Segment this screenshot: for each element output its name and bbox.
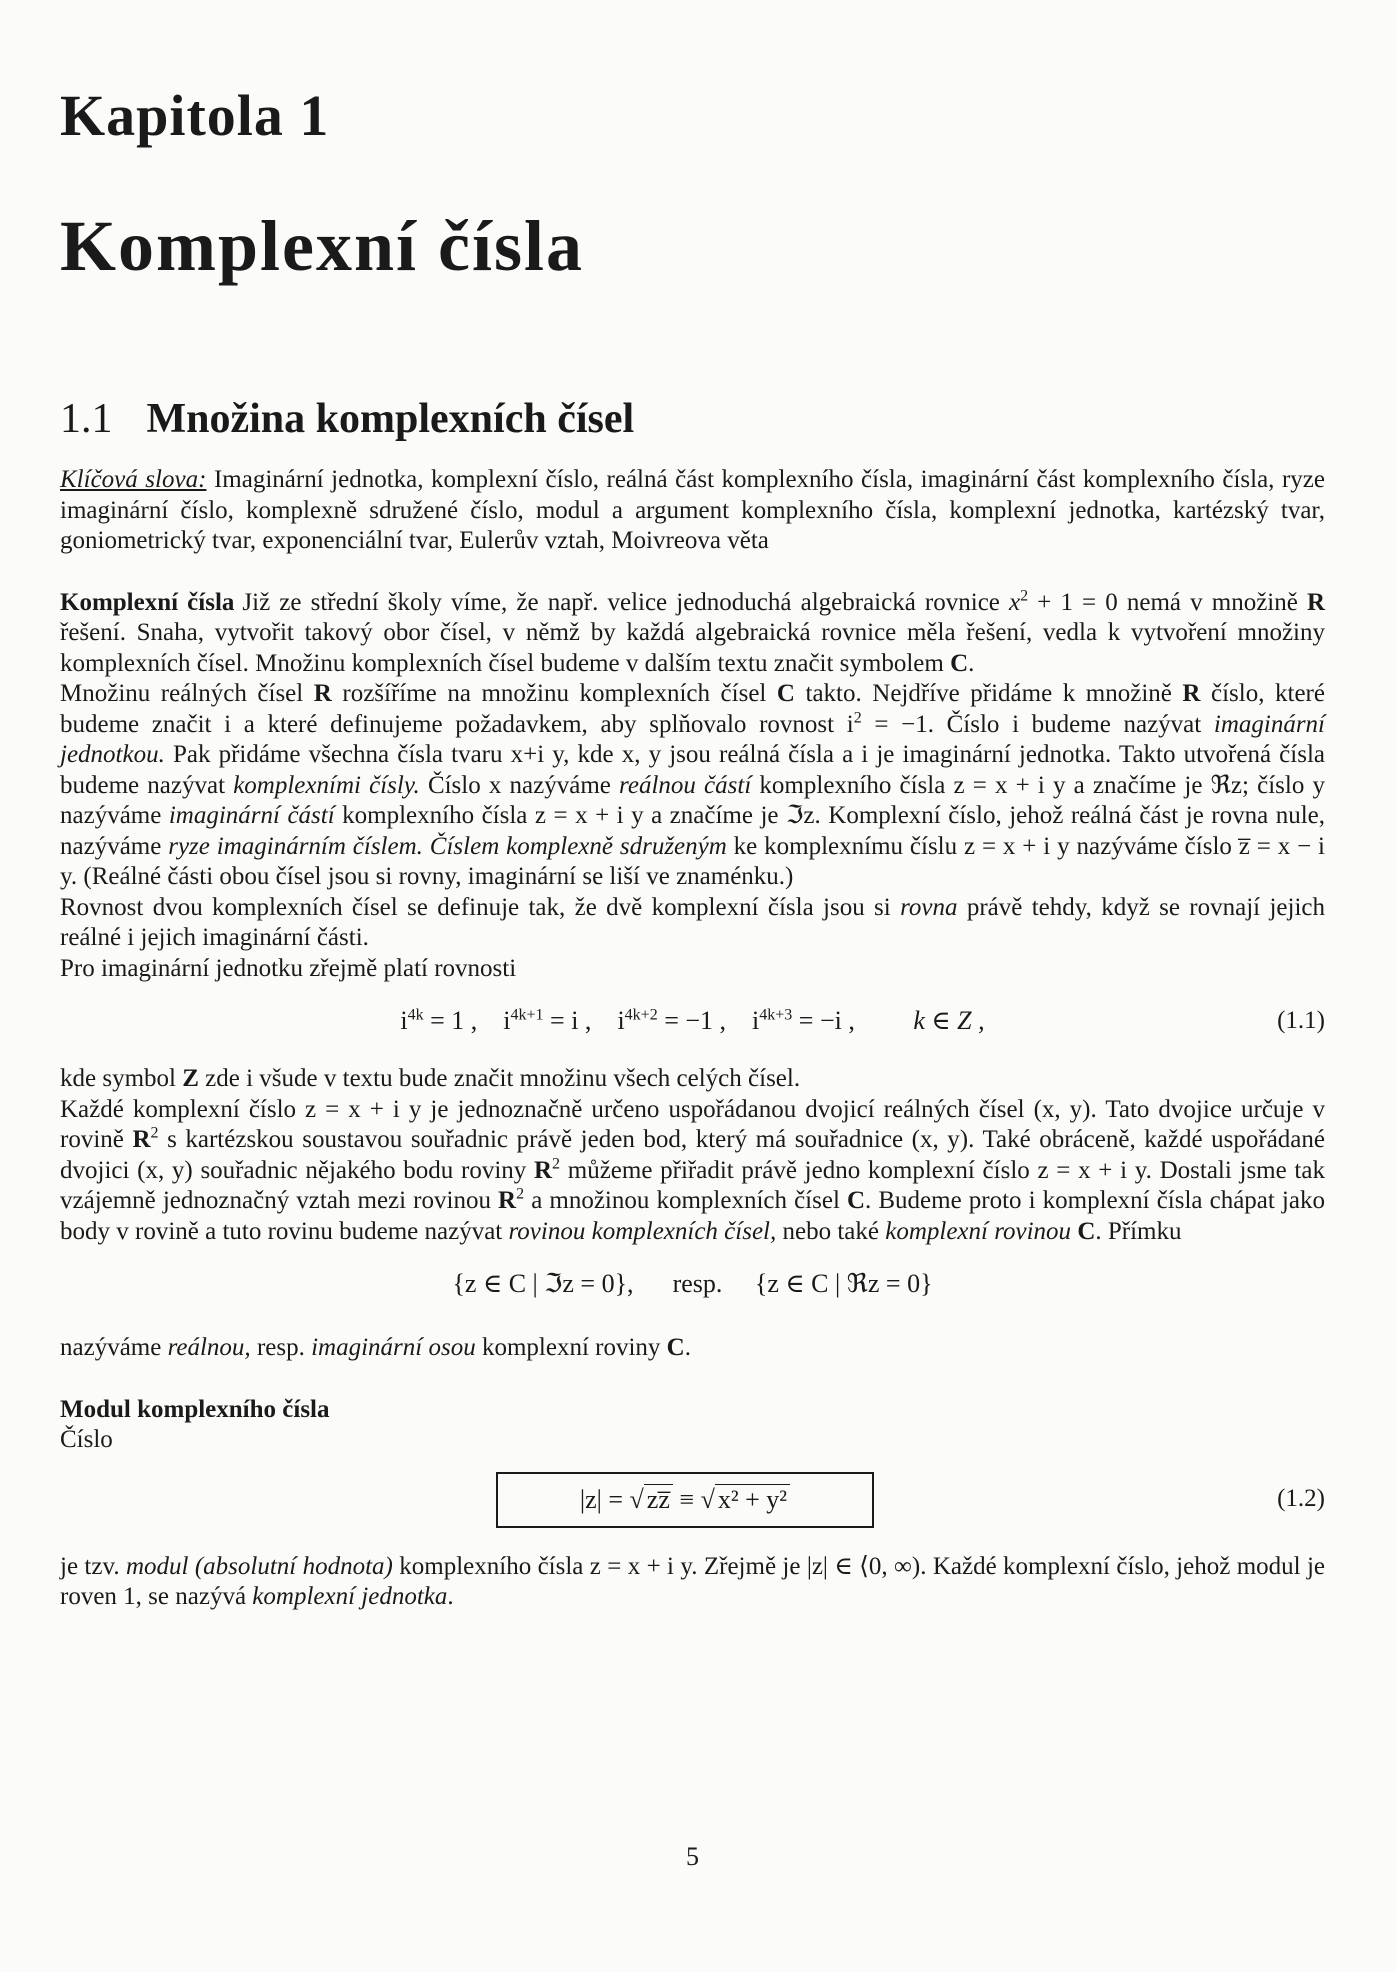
text: komplexního čísla z = x + i y a značíme je ℜz; číslo y nazýváme [60, 771, 1325, 829]
resp: resp. [672, 1269, 723, 1298]
text: číslo, které budeme značit i a které definujeme požadavkem, aby splňovalo rovnost i [60, 680, 1325, 738]
symbol-Z: Z [182, 1065, 199, 1092]
text: komplexního čísla z = x + i y. Zřejmě je |z| ∈ ⟨0, ∞). Každé komplexní číslo, jehož modul je roven 1, se nazývá [60, 1552, 1326, 1610]
text: zde i všude v textu bude značit množinu všech celých čísel. [198, 1065, 801, 1092]
emph: modul (absolutní hodnota) [125, 1552, 393, 1580]
emph: imaginární jednotkou. [60, 710, 1325, 768]
text: právě tehdy, když se rovnají jejich reálné i jejich imaginární části. [60, 893, 1325, 951]
equiv: ≡ [672, 1484, 701, 1514]
superscript: 2 [150, 1124, 159, 1142]
exponent: 4k [407, 1006, 424, 1024]
exponent: 4k+2 [624, 1006, 658, 1024]
symbol-R: R [533, 1156, 553, 1184]
text: řešení. Snaha, vytvořit takový obor čísel, v němž by každá algebraická rovnice měla řešení, vedla k vytvoření množiny komplexních čísel. Množinu komplexních čísel budeme v dalším textu značit symbolem [60, 619, 1325, 677]
symbol-C: C [776, 680, 795, 707]
superscript: 2 [516, 1185, 525, 1203]
chapter-title: Komplexní čísla [60, 206, 585, 286]
paragraph-axes [60, 1333, 1325, 1364]
lhs: |z| = [579, 1484, 630, 1514]
emph: komplexní rovinou [885, 1217, 1072, 1245]
radicand: zz̅ [644, 1484, 673, 1514]
text: . [447, 1583, 454, 1610]
text: Již ze střední školy víme, že např. velice jednoduchá algebraická rovnice [242, 588, 1010, 616]
symbol-R: R [1306, 588, 1326, 616]
text: rozšíříme na množinu komplexních čísel [331, 680, 777, 707]
text: takto. Nejdříve přidáme k množině [794, 680, 1183, 707]
math-x: x [1009, 588, 1021, 616]
run-in-heading: Komplexní čísla [60, 588, 235, 616]
text: Pak přidáme všechna čísla tvaru x+i y, kde x, y jsou reálná čísla a i je imaginární jednotka. Takto utvořená čísla budeme nazývat [60, 741, 1325, 799]
body-text [60, 465, 1325, 1613]
emph: imaginární částí [168, 802, 335, 829]
keywords-paragraph [60, 465, 1325, 557]
text: komplexního čísla z = x + i y a značíme je ℑz. Komplexní číslo, jehož reálná část je rovna nule, nazýváme [60, 802, 1325, 860]
text: . Budeme proto i komplexní čísla chápat jako body v rovině a tuto rovinu budeme nazývat [60, 1187, 1325, 1245]
paragraph-imaginary-unit: Pro imaginární jednotku zřejmě platí rovnosti [60, 954, 517, 982]
text: Množinu reálných čísel [60, 680, 314, 707]
rhs: = i , [543, 1006, 592, 1035]
text: Každé komplexní číslo z = x + i y je jednoznačně určeno uspořádanou dvojicí reálných čísel (x, y). Tato dvojice určuje v rovině [60, 1095, 1325, 1153]
rhs: = 1 , [423, 1006, 478, 1035]
imag-axis-set: {z ∈ C | ℜz = 0} [754, 1269, 933, 1298]
keywords-text: Imaginární jednotka, komplexní číslo, reálná část komplexního čísla, imaginární část komplexního čísla, ryze imaginární číslo, komplexně sdružené číslo, modul a argument komplexního čísla, komplexní jednotka, kartézský tvar, goniometrický tvar, exponenciální tvar, Eulerův vztah, Moivreova věta [60, 466, 1325, 554]
text: Rovnost dvou komplexních čísel se definuje tak, že dvě komplexní čísla jsou si [60, 893, 901, 921]
symbol-R: R [1182, 680, 1201, 707]
section-title [60, 395, 634, 443]
i: i [752, 1006, 760, 1035]
symbol-R: R [313, 680, 332, 707]
text: Číslo x nazýváme [419, 771, 620, 799]
i: i [503, 1006, 511, 1035]
text: . [968, 649, 975, 677]
text: kde symbol [60, 1065, 183, 1092]
rhs: = −i , [792, 1006, 855, 1035]
text: a množinou komplexních čísel [524, 1187, 847, 1214]
emph: rovinou komplexních čísel, [508, 1217, 777, 1245]
equation-axes [60, 1255, 1325, 1325]
equation-1-2 [60, 1462, 1325, 1542]
text: resp. [250, 1334, 312, 1361]
equation-number: (1.2) [1277, 1484, 1325, 1512]
emph: rovna [900, 893, 958, 921]
equation-number: (1.1) [1277, 1007, 1325, 1034]
keywords-label: Klíčová slova: [60, 466, 207, 493]
chapter-label: Kapitola 1 [60, 83, 330, 148]
text: + 1 = 0 nemá v množině [1028, 588, 1307, 616]
text: je tzv. [60, 1552, 126, 1580]
page-number: 5 [686, 1842, 699, 1871]
text: . Přímku [1095, 1217, 1182, 1245]
section-title-text: Množina komplexních čísel [146, 396, 635, 442]
emph: imaginární osou [311, 1334, 476, 1361]
text: komplexní roviny [475, 1334, 667, 1361]
exponent: 4k+3 [759, 1006, 793, 1024]
i: i [617, 1006, 625, 1035]
paragraph-komplexni-cisla [60, 588, 1325, 680]
modul-lead: Číslo [60, 1426, 113, 1453]
paragraph-Z [60, 1064, 1325, 1095]
symbol-C: C [846, 1187, 866, 1214]
equation-body [60, 1006, 1325, 1037]
symbol-C: C [666, 1334, 685, 1361]
boxed-equation: |z| = √ zz̅ ≡ √ x² + y² [496, 1472, 874, 1528]
symbol-R: R [498, 1187, 517, 1214]
emph: reálnou částí [619, 771, 752, 799]
emph: komplexními čísly. [233, 771, 420, 799]
equation-body [60, 1269, 1325, 1300]
superscript: 2 [1020, 587, 1029, 605]
real-axis-set: {z ∈ C | ℑz = 0}, [452, 1269, 634, 1298]
symbol-R: R [132, 1126, 151, 1153]
emph: komplexní jednotka [252, 1583, 448, 1610]
text: = −1. Číslo i budeme nazývat [861, 710, 1214, 738]
exponent: 4k+1 [510, 1006, 544, 1024]
emph: ryze imaginárním číslem. [168, 832, 423, 860]
radicand: x² + y² [715, 1484, 790, 1514]
paragraph-plane [60, 1095, 1325, 1248]
paragraph-equality [60, 893, 1325, 954]
emph: reálnou, [167, 1334, 251, 1361]
emph: Číslem komplexně sdruženým [429, 832, 727, 860]
paragraph-modul [60, 1552, 1325, 1613]
rhs: = −1 , [657, 1006, 727, 1035]
text: s kartézskou soustavou souřadnic právě jeden bod, který má souřadnice (x, y). Také obráceně, každé uspořádané dvojici (x, y) souřadnic nějakého bodu roviny [60, 1126, 1325, 1184]
section-number: 1.1 [60, 396, 113, 442]
equation-1-1 [60, 992, 1325, 1056]
text: . [684, 1334, 691, 1361]
text: můžeme přiřadit právě jedno komplexní číslo z = x + i y. Dostali jsme tak vzájemně jednoznačný vztah mezi rovinou [60, 1156, 1325, 1214]
text: nebo také [776, 1217, 886, 1245]
paragraph-definition [60, 679, 1325, 893]
i: i [400, 1006, 408, 1035]
k-in-Z: k ∈ Z , [913, 1006, 985, 1035]
superscript: 2 [853, 709, 862, 727]
symbol-C: C [950, 649, 969, 677]
text: ke komplexnímu číslu z = x + i y nazýváme číslo z̅ = x − i y. (Reálné části obou čísel jsou si rovny, imaginární se liší ve znaménku.) [60, 832, 1325, 890]
superscript: 2 [552, 1155, 561, 1173]
symbol-C: C [1077, 1217, 1096, 1245]
modul-heading: Modul komplexního čísla [60, 1395, 330, 1423]
text: nazýváme [60, 1334, 168, 1361]
